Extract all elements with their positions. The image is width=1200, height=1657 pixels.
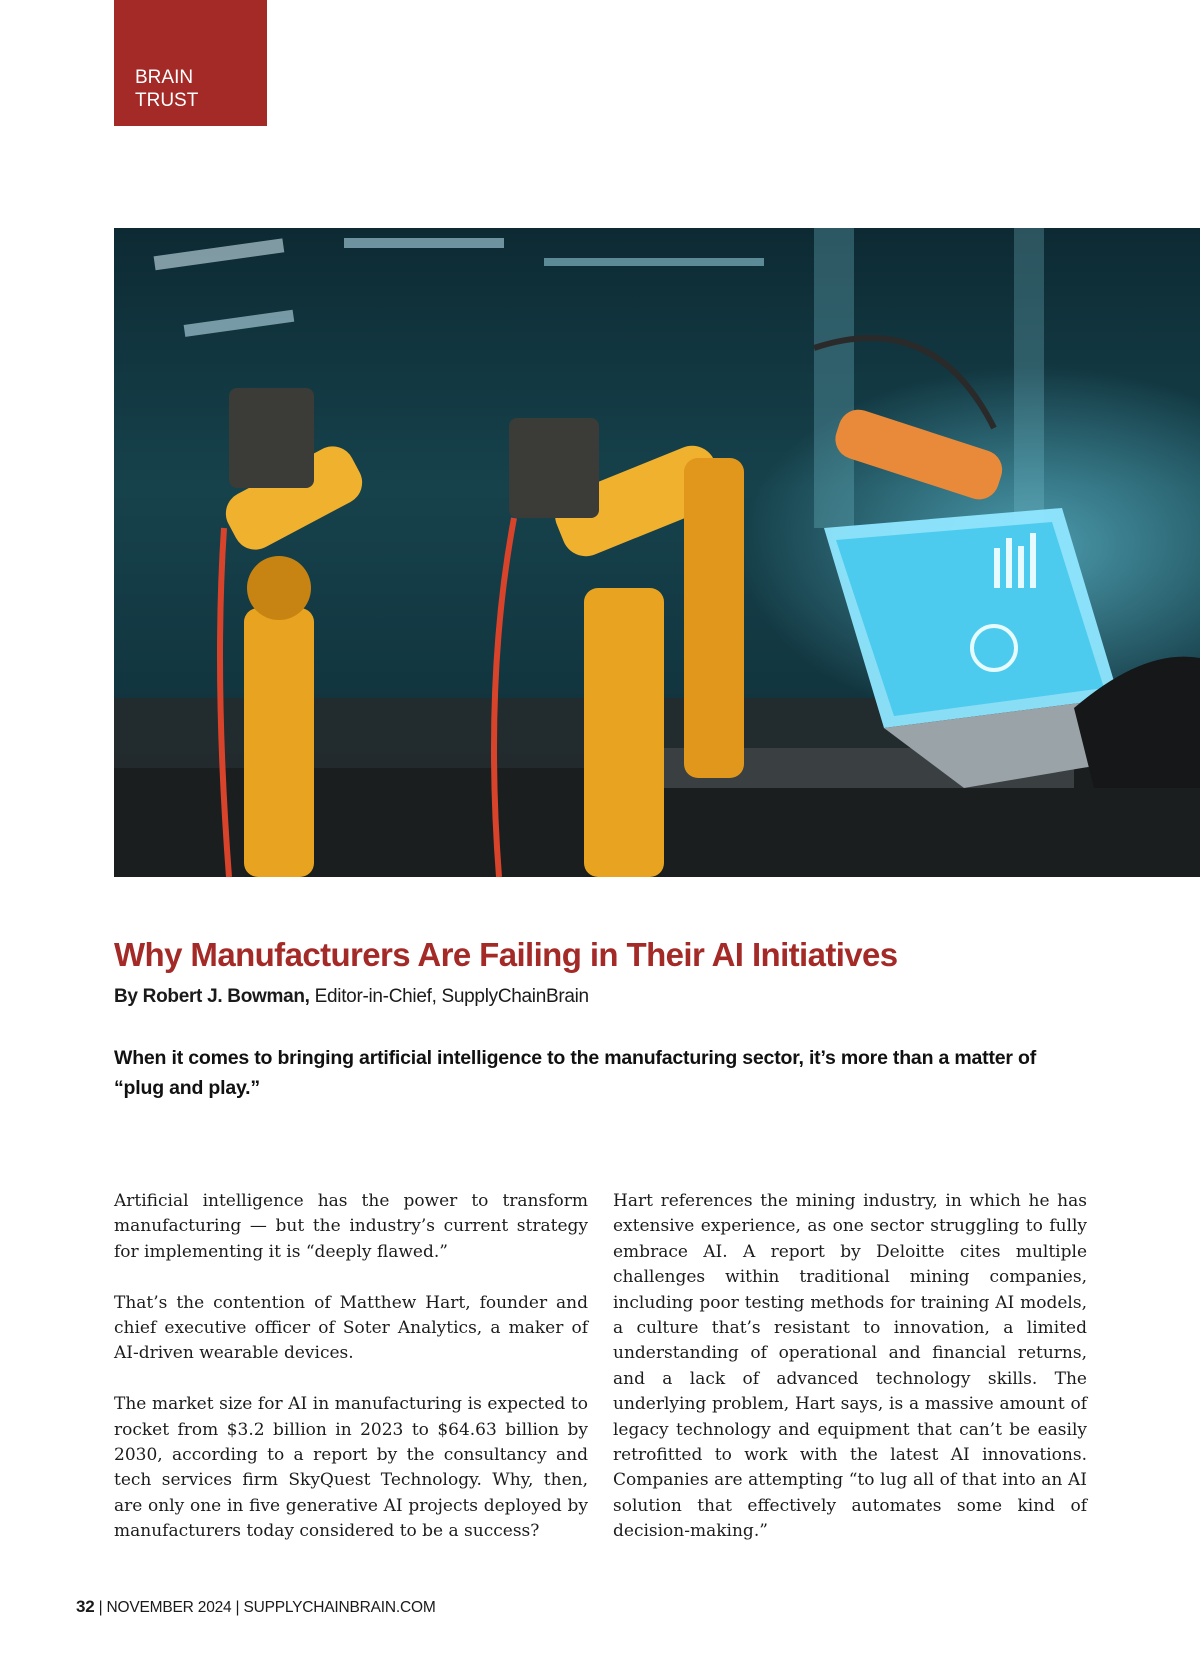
- robot-arms-illustration: [114, 228, 1200, 877]
- body-paragraph: The market size for AI in manufacturing is expected to rocket from $3.2 billion in 2023 to $64.63 billion by 2030, according to a report by the consultancy and tech services firm SkyQuest Technology. Why, then, are only one in five generative AI projects deployed by manufacturers today considered to be a success?: [114, 1394, 588, 1542]
- hero-image: [114, 228, 1200, 877]
- article-deck: When it comes to bringing artificial intelligence to the manufacturing sector, it’s more than a matter of “plug and play.”: [114, 1047, 1036, 1099]
- byline: [114, 984, 589, 1010]
- section-tag-line2: TRUST: [135, 90, 199, 111]
- body-paragraph: That’s the contention of Matthew Hart, founder and chief executive officer of Soter Analytics, a maker of AI-driven wearable devices.: [114, 1292, 588, 1364]
- body-paragraph: Artificial intelligence has the power to transform manufacturing — but the industry’s current strategy for implementing it is “deeply flawed.”: [114, 1191, 588, 1262]
- issue-info: | NOVEMBER 2024 | SUPPLYCHAINBRAIN.COM: [94, 1599, 436, 1616]
- byline-role: Editor-in-Chief, SupplyChainBrain: [309, 986, 589, 1007]
- section-tag: [114, 0, 267, 126]
- page-number: 32: [76, 1597, 95, 1616]
- page-footer: [76, 1597, 436, 1618]
- body-column-right: [613, 1189, 1087, 1570]
- section-tag-line1: BRAIN: [135, 67, 194, 88]
- body-paragraph: Hart references the mining industry, in which he has extensive experience, as one sector struggling to fully embrace AI. A report by Deloitte cites multiple challenges within traditional mining companies, including poor testing methods for training AI models, a culture that’s resistant to innovation, a limited understanding of operational and financial returns, and a lack of advanced technology skills. The underlying problem, Hart says, is a massive amount of legacy technology and equipment that can’t be easily retrofitted to work with the latest AI innovations. Companies are attempting “to lug all of that into an AI solution that effectively automates some kind of decision-making.”: [613, 1191, 1087, 1542]
- byline-author: By Robert J. Bowman,: [114, 986, 310, 1007]
- body-column-left: [114, 1189, 588, 1570]
- article-headline: Why Manufacturers Are Failing in Their AI Initiatives: [114, 936, 898, 973]
